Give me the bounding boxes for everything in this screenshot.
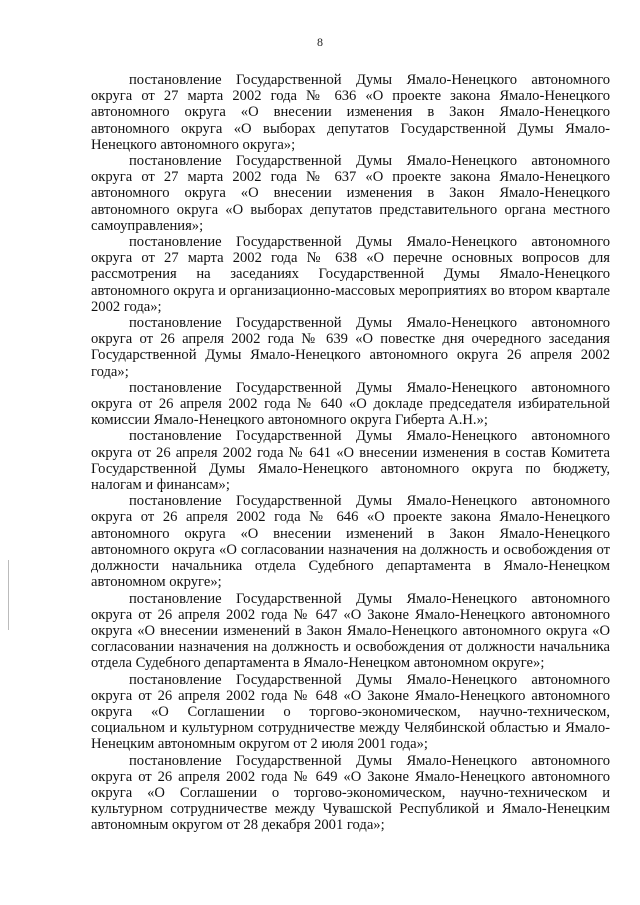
paragraph-resolution-649: постановление Государственной Думы Ямало-Ненецкого автономного округа от 26 апреля 2002 года № 649 «О Законе Ямало-Ненецкого автономного округа «О Соглашении о торгово-экономическом, научно-техническом и культурном сотрудничестве между Чувашской Республикой и Ямало-Ненецким автономным округом от 28 декабря 2001 года»; (91, 752, 610, 834)
paragraph-resolution-647: постановление Государственной Думы Ямало-Ненецкого автономного округа от 26 апреля 2002 года № 647 «О Законе Ямало-Ненецкого автономного округа «О внесении изменений в Закон Ямало-Ненецкого автономного округа «О согласовании назначения на должность и освобождения от должности начальника отдела Судебного департамента в Ямало-Ненецком автономном округе»; (91, 590, 610, 672)
page-number: 8 (317, 35, 323, 49)
paragraph-resolution-648: постановление Государственной Думы Ямало-Ненецкого автономного округа от 26 апреля 2002 года № 648 «О Законе Ямало-Ненецкого автономного округа «О Соглашении о торгово-экономическом, научно-техническом, социальном и культурном сотрудничестве между Челябинской областью и Ямало-Ненецким автономным округом от 2 июля 2001 года»; (91, 671, 610, 753)
paragraph-resolution-639: постановление Государственной Думы Ямало-Ненецкого автономного округа от 26 апреля 2002 года № 639 «О повестке дня очередного заседания Государственной Думы Ямало-Ненецкого автономного округа 26 апреля 2002 года»; (91, 315, 610, 380)
paragraph-resolution-641: постановление Государственной Думы Ямало-Ненецкого автономного округа от 26 апреля 2002 года № 641 «О внесении изменения в состав Комитета Государственной Думы Ямало-Ненецкого автономного округа по бюджету, налогам и финансам»; (91, 428, 610, 494)
paragraph-resolution-640: постановление Государственной Думы Ямало-Ненецкого автономного округа от 26 апреля 2002 года № 640 «О докладе председателя избирательной комиссии Ямало-Ненецкого автономного округа Гиберта А.Н.»; (91, 379, 610, 429)
paragraph-resolution-637: постановление Государственной Думы Ямало-Ненецкого автономного округа от 27 марта 2002 года № 637 «О проекте закона Ямало-Ненецкого автономного округа «О внесении изменения в Закон Ямало-Ненецкого автономного округа «О выборах депутатов представительного органа местного самоуправления»; (91, 153, 610, 234)
paragraph-resolution-638: постановление Государственной Думы Ямало-Ненецкого автономного округа от 27 марта 2002 года № 638 «О перечне основных вопросов для рассмотрения на заседаниях Государственной Думы Ямало-Ненецкого автономного округа и организационно-массовых мероприятиях во втором квартале 2002 года»; (91, 234, 610, 315)
scan-edge-mark (8, 560, 9, 630)
document-body (91, 72, 610, 834)
paragraph-resolution-636: постановление Государственной Думы Ямало-Ненецкого автономного округа от 27 марта 2002 года № 636 «О проекте закона Ямало-Ненецкого автономного округа «О внесении изменения в Закон Ямало-Ненецкого автономного округа «О выборах депутатов Государственной Думы Ямало-Ненецкого автономного округа»; (91, 72, 610, 153)
paragraph-resolution-646: постановление Государственной Думы Ямало-Ненецкого автономного округа от 26 апреля 2002 года № 646 «О проекте закона Ямало-Ненецкого автономного округа «О внесении изменений в Закон Ямало-Ненецкого автономного округа «О согласовании назначения на должность и освобождения от должности начальника отдела Судебного департамента в Ямало-Ненецком автономном округе»; (91, 493, 610, 591)
